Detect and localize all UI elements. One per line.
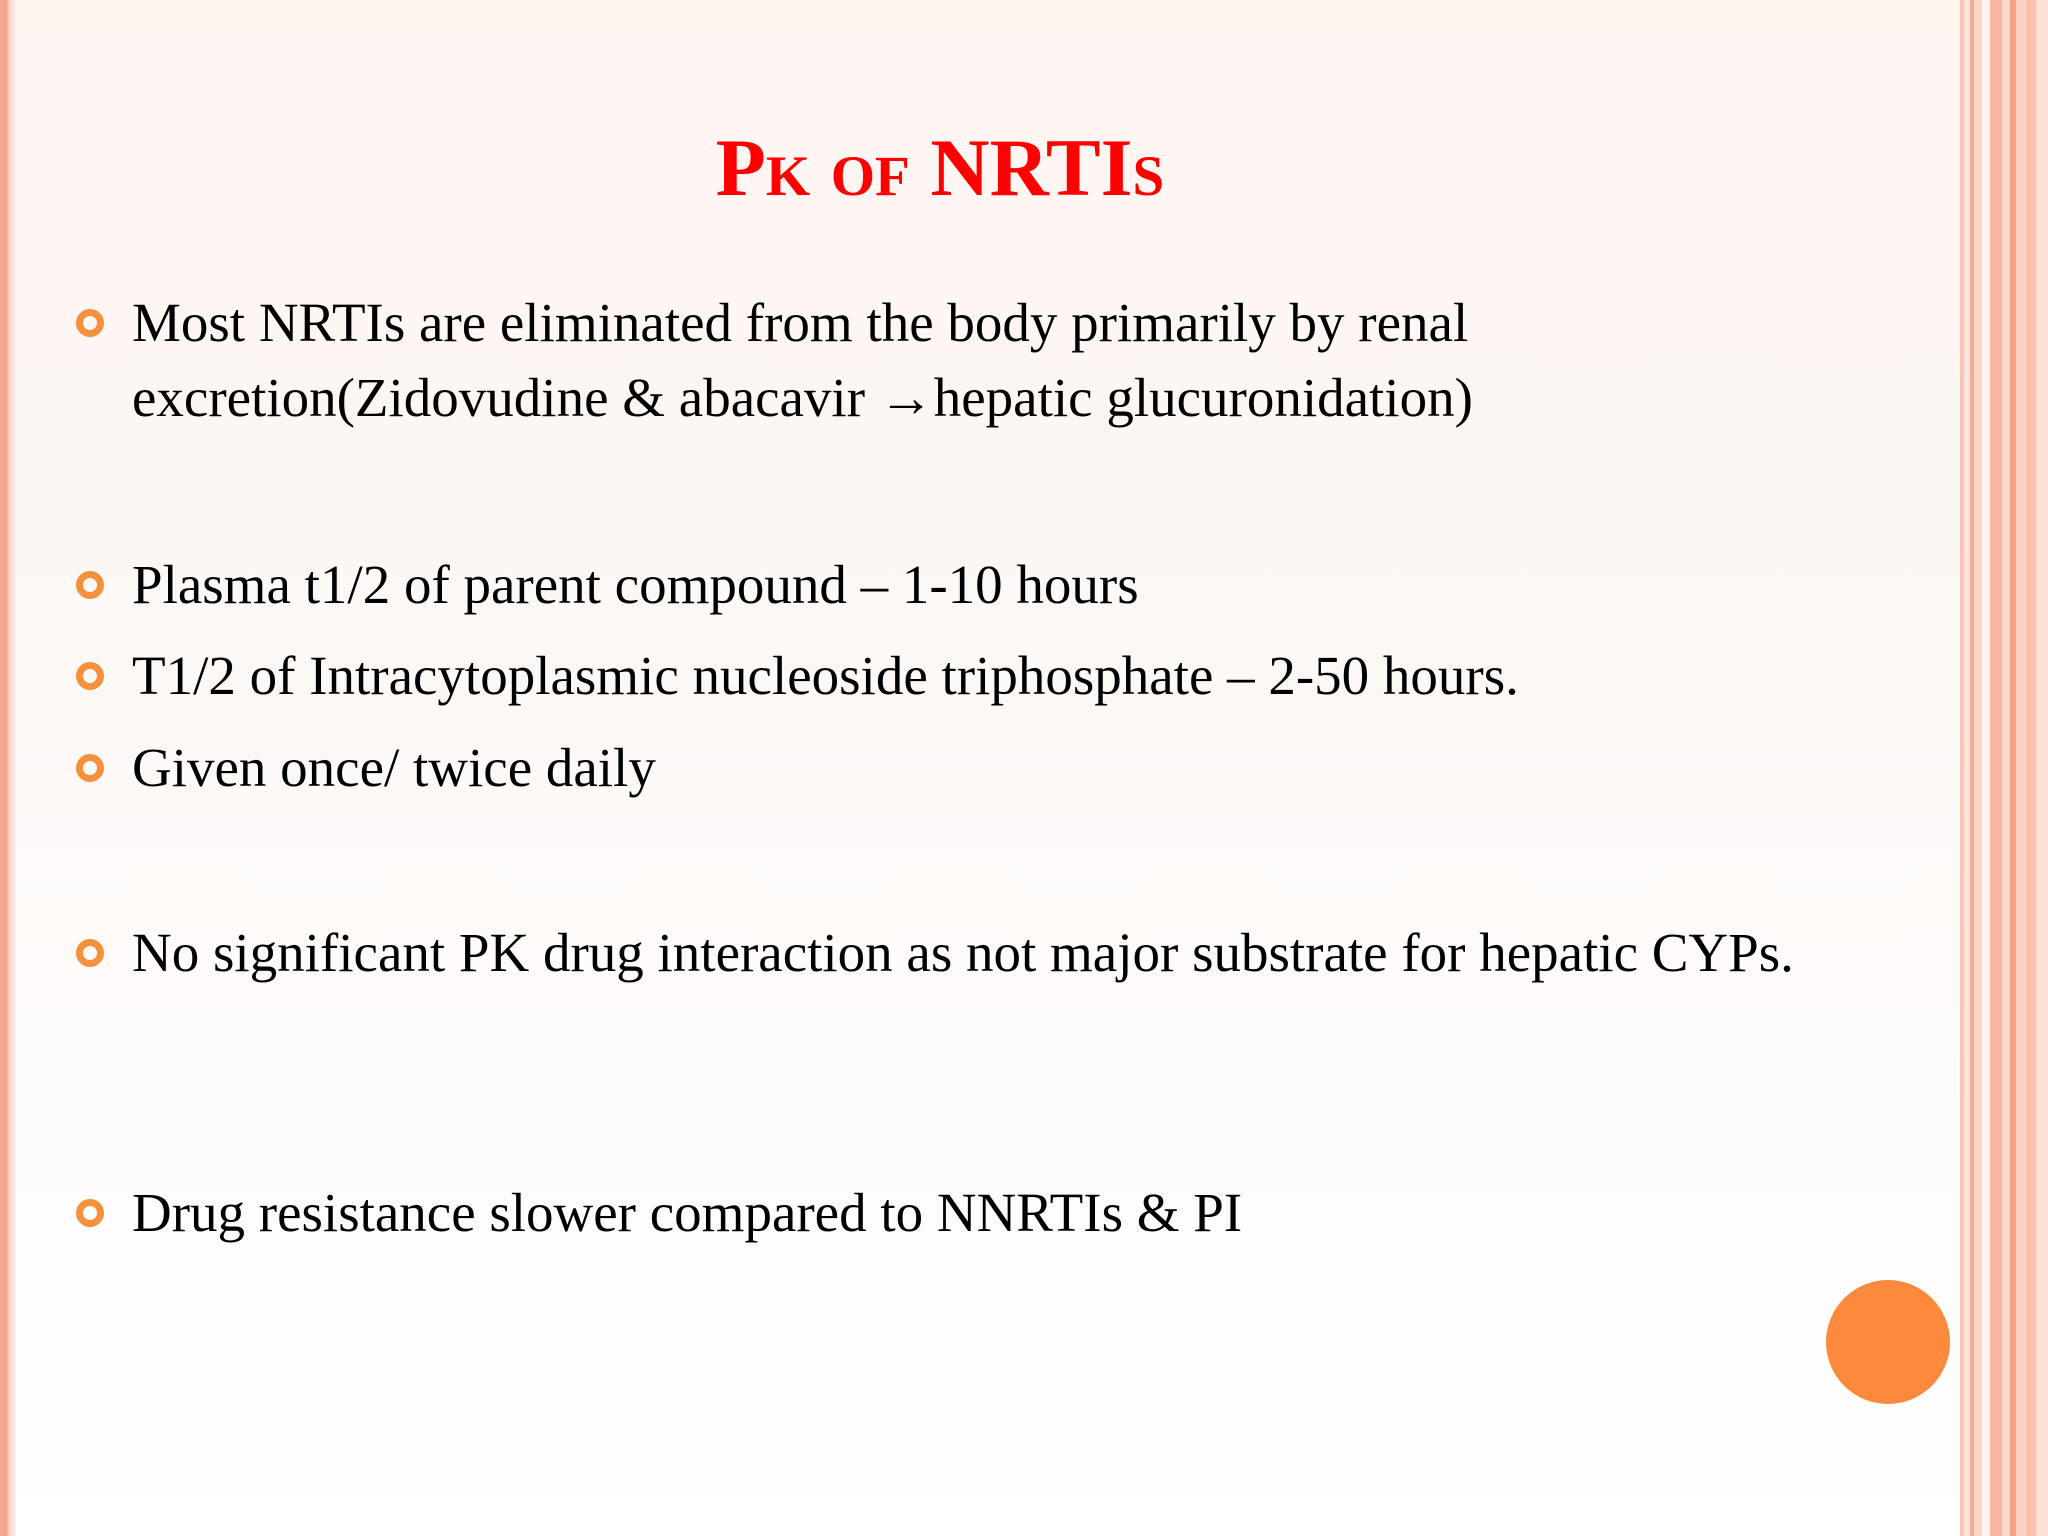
bullet-text: No significant PK drug interaction as not major substrate for hepatic CYPs. bbox=[132, 922, 1794, 983]
ring-bullet-icon bbox=[76, 1199, 104, 1227]
bullet-item bbox=[132, 285, 1892, 435]
orange-circle-icon bbox=[1826, 1280, 1950, 1404]
bullet-item bbox=[132, 730, 1892, 805]
bullet-text: Plasma t1/2 of parent compound – 1-10 hours bbox=[132, 554, 1139, 615]
ring-bullet-icon bbox=[76, 309, 104, 337]
slide-title: Pk of NRTIs bbox=[715, 122, 1165, 213]
bullet-item bbox=[132, 638, 1892, 713]
ring-bullet-icon bbox=[76, 754, 104, 782]
bullet-text: T1/2 of Intracytoplasmic nucleoside triphosphate – 2-50 hours. bbox=[132, 645, 1519, 706]
bullet-text: Most NRTIs are eliminated from the body primarily by renal excretion(Zidovudine & abacavir →hepatic glucuronidation) bbox=[132, 292, 1473, 428]
ring-bullet-icon bbox=[76, 939, 104, 967]
bullet-item bbox=[132, 547, 1892, 622]
left-border-decoration bbox=[0, 0, 16, 1536]
bullet-item bbox=[132, 915, 1892, 990]
right-stripe-decoration bbox=[1960, 0, 2048, 1536]
bullet-text: Given once/ twice daily bbox=[132, 737, 656, 798]
bullet-item bbox=[132, 1175, 1892, 1250]
ring-bullet-icon bbox=[76, 662, 104, 690]
ring-bullet-icon bbox=[76, 571, 104, 599]
bullet-text: Drug resistance slower compared to NNRTIs & PI bbox=[132, 1182, 1243, 1243]
